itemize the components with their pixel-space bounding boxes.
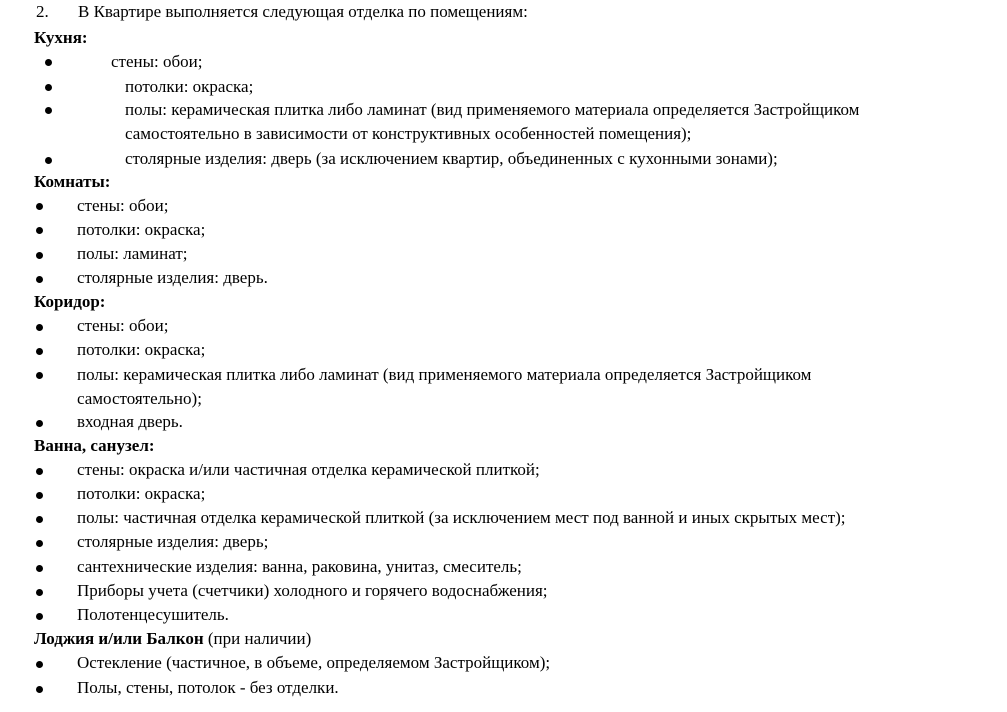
bullet-icon bbox=[36, 468, 43, 475]
bullet-icon bbox=[36, 227, 43, 234]
bullet-icon bbox=[45, 157, 52, 164]
bullet-icon bbox=[36, 661, 43, 668]
list-item-text: стены: обои; bbox=[77, 196, 169, 215]
section-title-corridor: Коридор: bbox=[34, 292, 106, 311]
bullet-icon bbox=[36, 565, 43, 572]
section-title-bathroom: Ванна, санузел: bbox=[34, 436, 155, 455]
list-item-text: полы: ламинат; bbox=[77, 244, 188, 263]
list-item bbox=[77, 194, 168, 218]
bullet-icon bbox=[36, 420, 43, 427]
list-item-text: потолки: окраска; bbox=[77, 220, 206, 239]
bullet-icon bbox=[36, 540, 43, 547]
list-item-text: сантехнические изделия: ванна, раковина, унитаз, смеситель; bbox=[77, 557, 522, 576]
list-item bbox=[77, 458, 540, 482]
list-item bbox=[77, 218, 205, 242]
bullet-icon bbox=[36, 348, 43, 355]
bullet-icon bbox=[36, 492, 43, 499]
list-item bbox=[77, 266, 268, 290]
list-item-text: столярные изделия: дверь. bbox=[77, 268, 268, 287]
section-title-loggia-note: (при наличии) bbox=[207, 629, 312, 648]
list-item bbox=[77, 603, 229, 627]
list-item bbox=[125, 75, 253, 99]
section-title-loggia-text: Лоджия и/или Балкон bbox=[34, 629, 204, 648]
clause-heading bbox=[36, 0, 528, 24]
list-item-text: входная дверь. bbox=[77, 412, 183, 431]
list-item bbox=[77, 314, 168, 338]
bullet-icon bbox=[45, 107, 52, 114]
bullet-icon bbox=[36, 686, 43, 693]
list-item-text: потолки: окраска; bbox=[77, 484, 206, 503]
bullet-icon bbox=[36, 372, 43, 379]
clause-heading-text: В Квартире выполняется следующая отделка по помещениям: bbox=[78, 2, 528, 21]
list-item bbox=[77, 555, 522, 579]
list-item-text: Полы, стены, потолок - без отделки. bbox=[77, 678, 339, 697]
section-title-kitchen: Кухня: bbox=[34, 28, 88, 47]
list-item bbox=[77, 363, 811, 411]
list-item bbox=[77, 410, 183, 434]
list-item-text: стены: обои; bbox=[111, 52, 203, 71]
list-item-text: потолки: окраска; bbox=[77, 340, 206, 359]
list-item-text: полы: керамическая плитка либо ламинат (вид применяемого материала определяется Застройщиком bbox=[77, 365, 812, 384]
bullet-icon bbox=[36, 203, 43, 210]
bullet-icon bbox=[36, 516, 43, 523]
list-item bbox=[125, 98, 859, 146]
list-item bbox=[77, 242, 188, 266]
bullet-icon bbox=[36, 613, 43, 620]
list-item-text: полы: керамическая плитка либо ламинат (вид применяемого материала определяется Застройщиком bbox=[125, 100, 860, 119]
list-item bbox=[77, 530, 268, 554]
list-item-text-continued: самостоятельно в зависимости от конструктивных особенностей помещения); bbox=[125, 124, 692, 143]
list-item-text: потолки: окраска; bbox=[125, 77, 254, 96]
list-item bbox=[77, 338, 205, 362]
list-item bbox=[77, 651, 550, 675]
bullet-icon bbox=[45, 84, 52, 91]
list-item-text-continued: самостоятельно); bbox=[77, 389, 202, 408]
list-item bbox=[77, 482, 205, 506]
list-item-text: Приборы учета (счетчики) холодного и горячего водоснабжения; bbox=[77, 581, 548, 600]
list-item-text: столярные изделия: дверь; bbox=[77, 532, 269, 551]
list-item-text: стены: обои; bbox=[77, 316, 169, 335]
list-item bbox=[77, 506, 846, 530]
list-item bbox=[125, 147, 778, 171]
bullet-icon bbox=[36, 589, 43, 596]
list-item-text: столярные изделия: дверь (за исключением квартир, объединенных с кухонными зонами); bbox=[125, 149, 778, 168]
list-item-text: Полотенцесушитель. bbox=[77, 605, 229, 624]
list-item bbox=[111, 50, 202, 74]
list-item bbox=[77, 579, 548, 603]
list-item-text: стены: окраска и/или частичная отделка керамической плиткой; bbox=[77, 460, 540, 479]
clause-number: 2. bbox=[36, 2, 49, 21]
list-item-text: Остекление (частичное, в объеме, определяемом Застройщиком); bbox=[77, 653, 551, 672]
list-item-text: полы: частичная отделка керамической плиткой (за исключением мест под ванной и иных скрытых мест); bbox=[77, 508, 846, 527]
bullet-icon bbox=[45, 59, 52, 66]
section-title-loggia bbox=[34, 627, 311, 651]
section-title-rooms: Комнаты: bbox=[34, 172, 111, 191]
bullet-icon bbox=[36, 276, 43, 283]
list-item bbox=[77, 676, 339, 700]
bullet-icon bbox=[36, 252, 43, 259]
bullet-icon bbox=[36, 324, 43, 331]
